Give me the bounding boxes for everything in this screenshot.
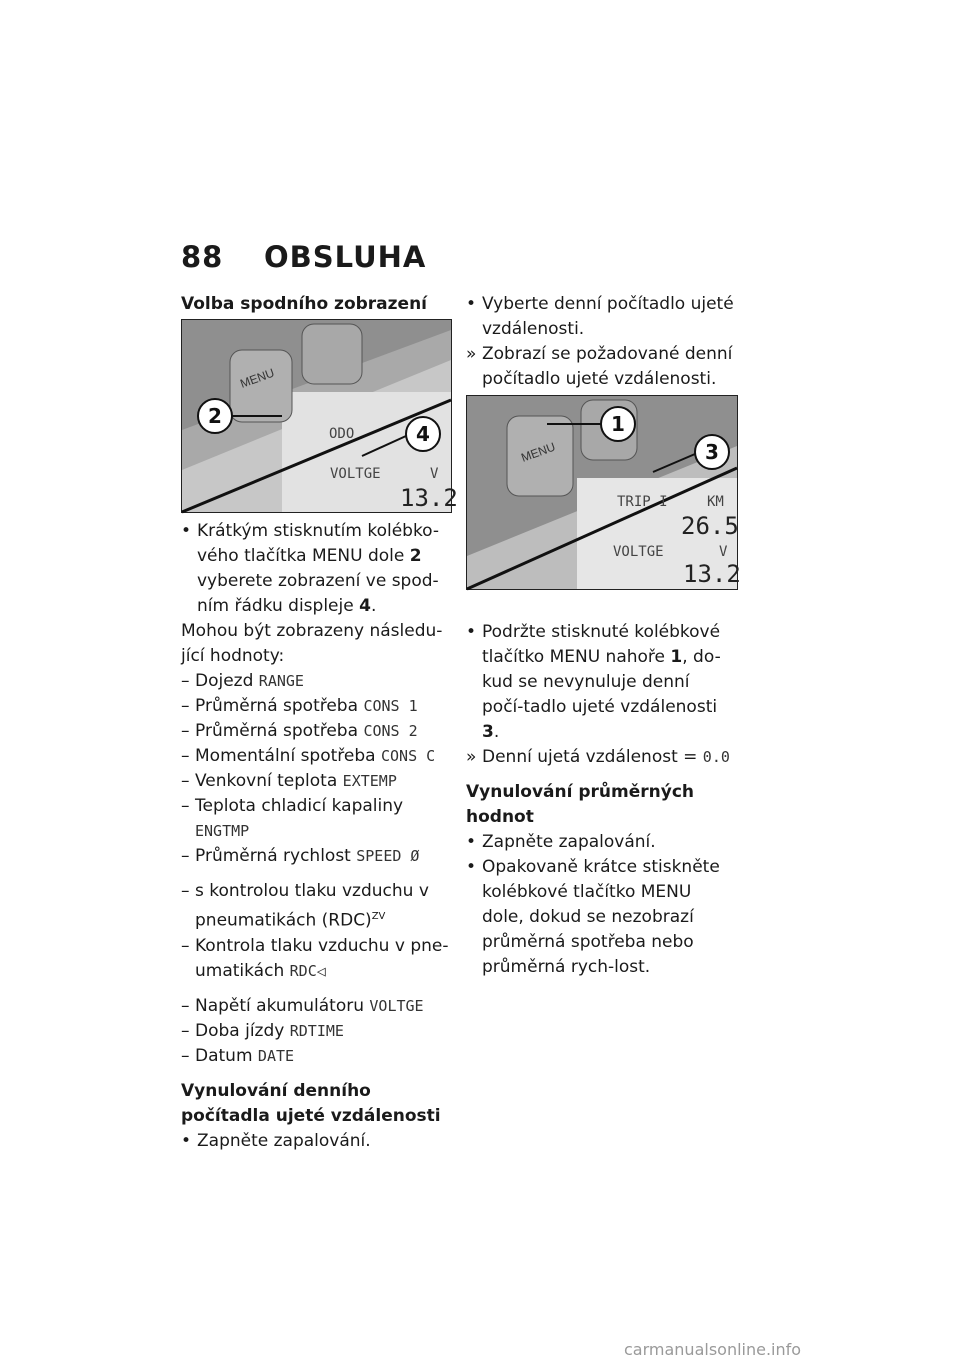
- page-title: OBSLUHA: [264, 240, 427, 274]
- value-item: – Datum DATE: [181, 1045, 295, 1066]
- bullet-item: • Krátkým stisknutím kolébko-vého tlačítka MENU dole 2 vyberete zobrazení ve spod-ním řádku displeje 4.: [181, 521, 440, 616]
- result-icon: »: [466, 747, 477, 767]
- callout-2: 2: [208, 404, 222, 428]
- bullet-icon: •: [181, 1130, 192, 1151]
- section-heading: Volba spodního zobrazení: [181, 294, 428, 314]
- lcd-label: VOLTGE: [613, 544, 664, 560]
- bullet-icon: •: [466, 832, 477, 852]
- intro-text: Mohou být zobrazeny následu-jící hodnoty:: [181, 621, 443, 666]
- lcd-top-label: TRIP I: [617, 494, 668, 510]
- watermark-link[interactable]: carmanualsonline.info: [624, 1340, 802, 1359]
- value-item: – Průměrná spotřeba CONS 2: [181, 721, 418, 741]
- result-icon: »: [466, 344, 477, 364]
- bullet-item: • Podržte stisknuté kolébkové tlačítko MENU nahoře 1, do-kud se nevynuluje denní počí-tadlo ujeté vzdálenosti 3.: [466, 622, 721, 742]
- instrument-photo: [466, 395, 741, 590]
- value-item: – Doba jízdy RDTIME: [181, 1020, 344, 1041]
- callout-1: 1: [611, 412, 625, 436]
- lcd-top-value: 26.5: [681, 512, 739, 540]
- lcd-label: VOLTGE: [330, 466, 381, 482]
- menu-button-label: MENU: [519, 439, 558, 465]
- bullet-item: • Vyberte denní počítadlo ujeté vzdálenosti.: [466, 294, 734, 339]
- value-item: – Průměrná rychlost SPEED Ø: [181, 846, 420, 866]
- value-item: – Dojezd RANGE: [181, 671, 304, 691]
- callout-3: 3: [705, 440, 719, 464]
- result-item: » Denní ujetá vzdálenost = 0.0: [466, 745, 734, 770]
- page-number: 88: [181, 240, 224, 274]
- bullet-item: • Opakovaně krátce stiskněte kolébkové tlačítko MENU dole, dokud se nezobrazí průměrná spotřeba nebo průměrná rych-lost.: [466, 857, 720, 977]
- bullet-item: • Zapněte zapalování.: [466, 830, 734, 855]
- value-item: – Momentální spotřeba CONS C: [181, 746, 436, 766]
- menu-button-label: MENU: [238, 365, 277, 391]
- lcd-unit: V: [430, 466, 439, 482]
- bullet-item: • Zapněte zapalování.: [181, 1129, 449, 1154]
- bullet-icon: •: [466, 294, 477, 314]
- value-item: – Venkovní teplota EXTEMP: [181, 771, 397, 791]
- page-header: [181, 240, 426, 274]
- value-item: – Napětí akumulátoru VOLTGE: [181, 995, 424, 1016]
- instrument-photo: [181, 319, 458, 513]
- lcd-top-label: ODO: [329, 426, 355, 442]
- value-item: – Teplota chladicí kapaliny ENGTMP: [181, 796, 404, 840]
- bullet-icon: •: [181, 521, 192, 541]
- section-heading: Vynulování průměrných hodnot: [466, 782, 694, 827]
- lcd-value: 13.2: [400, 484, 458, 512]
- value-item: – Průměrná spotřeba CONS 1: [181, 696, 418, 716]
- section-heading: Vynulování denního počítadla ujeté vzdálenosti: [181, 1080, 441, 1126]
- lcd-unit: V: [719, 544, 728, 560]
- callout-4: 4: [416, 422, 430, 446]
- bullet-icon: •: [466, 622, 477, 642]
- result-item: » Zobrazí se požadované denní počítadlo ujeté vzdálenosti.: [466, 344, 733, 389]
- value-item: – Kontrola tlaku vzduchu v pne-umatikách RDC◁: [181, 935, 449, 981]
- lcd-top-unit: KM: [707, 494, 724, 510]
- bullet-icon: •: [466, 857, 477, 877]
- value-item: – s kontrolou tlaku vzduchu v pneumatikách (RDC)$^{ZV}$: [181, 881, 429, 931]
- lcd-value: 13.2: [683, 560, 741, 588]
